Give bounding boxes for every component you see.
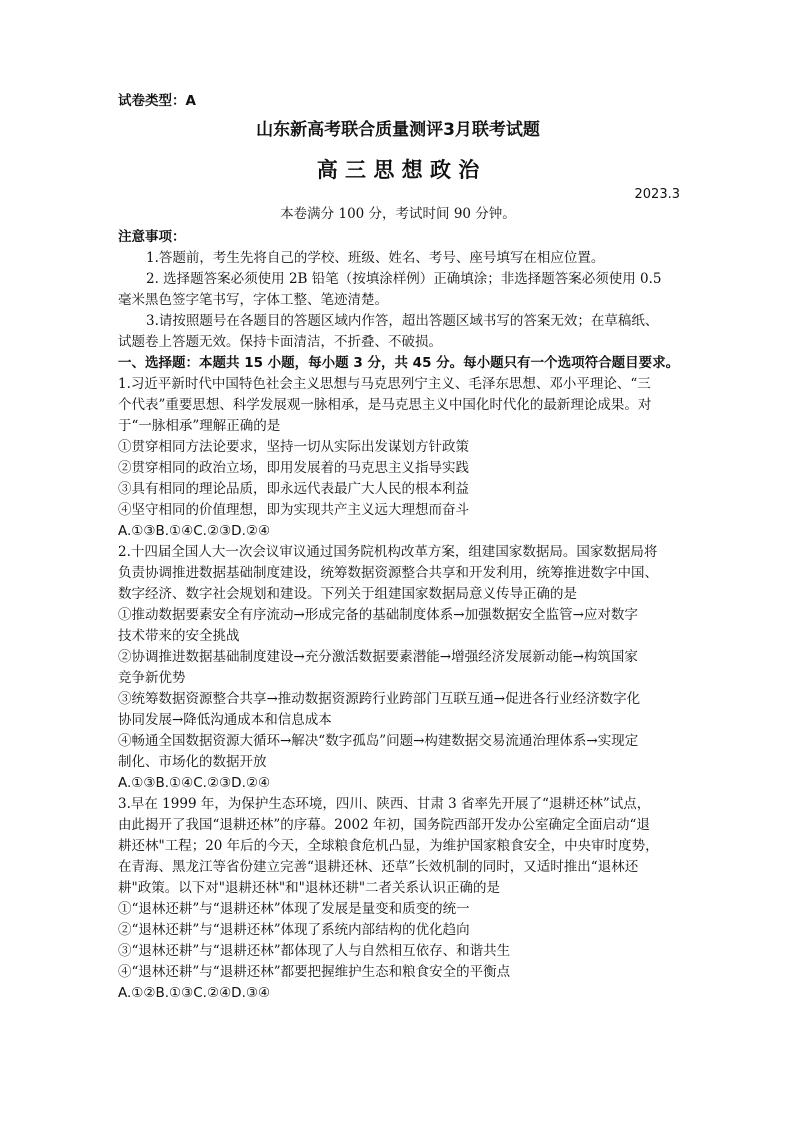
question-2-stem-line-3: 数字经济、数字社会规划和建设。下列关于组建国家数据局意义传导正确的是 <box>118 586 577 602</box>
exam-page <box>118 92 678 1004</box>
question-2-option-4-line-2: 制化、市场化的数据开放 <box>118 754 267 770</box>
question-2-option-2-line-1: ②协调推进数据基础制度建设→充分激活数据要素潜能→增强经济发展新动能→构筑国家 <box>118 649 638 665</box>
question-3 <box>118 794 678 1004</box>
question-1-stem-line-2: 个代表”重要思想、科学发展观一脉相承，是马克思主义中国化时代化的最新理论成果。对 <box>118 397 652 413</box>
question-1-option-2: ②贯穿相同的政治立场，即用发展着的马克思主义指导实践 <box>118 460 469 476</box>
question-1-stem-line-1: 1.习近平新时代中国特色社会主义思想与马克思列宁主义、毛泽东思想、邓小平理论、“三 <box>118 376 651 392</box>
question-1 <box>118 374 678 542</box>
question-3-stem-line-3: 耕还林"工程；20 年后的今天，全球粮食危机凸显，为维护国家粮食安全，中央审时度势， <box>118 838 659 854</box>
question-2-option-2-line-2: 竞争新优势 <box>118 670 186 686</box>
question-1-stem-line-3: 于“一脉相承”理解正确的是 <box>118 418 281 434</box>
question-3-option-2: ②“退林还耕”与“退耕还林”体现了系统内部结构的优化趋向 <box>118 922 470 938</box>
question-3-stem-line-4: 在青海、黑龙江等省份建立完善“退耕还林、还草”长效机制的同时，又适时推出“退林还 <box>118 859 639 875</box>
question-2-option-1-line-1: ①推动数据要素安全有序流动→形成完备的基础制度体系→加强数据安全监管→应对数字 <box>118 607 638 623</box>
question-3-stem-line-1: 3.早在 1999 年，为保护生态环境，四川、陕西、甘肃 3 省率先开展了“退耕还林”试点， <box>118 796 651 812</box>
notice-item-2-line-2: 毫米黑色签字笔书写，字体工整、笔迹清楚。 <box>118 292 388 308</box>
question-1-option-4: ④坚守相同的价值理想，即为实现共产主义远大理想而奋斗 <box>118 502 469 518</box>
question-1-answer-choices: A.①③B.①④C.②③D.②④ <box>118 523 271 539</box>
question-2-answer-choices: A.①③B.①④C.②③D.②④ <box>118 775 271 791</box>
question-3-option-1: ①“退林还耕”与“退耕还林”体现了发展是量变和质变的统一 <box>118 901 470 917</box>
section-1-heading: 一、选择题：本题共 15 小题，每小题 3 分，共 45 分。每小题只有一个选项符合题目要求。 <box>118 355 680 371</box>
subject-title: 高 三 思 想 政 治 <box>316 158 480 182</box>
question-2-stem-line-2: 负责协调推进数据基础制度建设，统筹数据资源整合共享和开发利用，统筹推进数字中国、 <box>118 565 658 581</box>
question-1-option-3: ③具有相同的理论品质，即永远代表最广大人民的根本利益 <box>118 481 469 497</box>
notice-item-3-line-1: 3.请按照题号在各题目的答题区域内作答，超出答题区域书写的答案无效；在草稿纸、 <box>146 313 659 329</box>
score-note: 本卷满分 100 分，考试时间 90 分钟。 <box>280 206 516 222</box>
exam-type-label: 试卷类型：A <box>118 93 196 109</box>
question-3-option-3: ③“退林还耕”与“退耕还林”都体现了人与自然相互依存、和谐共生 <box>118 943 511 959</box>
question-3-answer-choices: A.①②B.①③C.②④D.③④ <box>118 985 271 1001</box>
question-2-option-4-line-1: ④畅通全国数据资源大循环→解决“数字孤岛”问题→构建数据交易流通治理体系→实现定 <box>118 733 639 749</box>
question-3-stem-line-2: 由此揭开了我国“退耕还林”的序幕。2002 年初，国务院西部开发办公室确定全面启动“退 <box>118 817 650 833</box>
exam-title: 山东新高考联合质量测评3月联考试题 <box>256 120 540 140</box>
exam-date: 2023.3 <box>634 187 680 202</box>
notice-item-1: 1.答题前，考生先将自己的学校、班级、姓名、考号、座号填写在相应位置。 <box>146 250 605 266</box>
question-3-stem-line-5: 耕"政策。以下对"退耕还林"和"退林还耕"二者关系认识正确的是 <box>118 880 501 896</box>
question-2 <box>118 542 678 794</box>
question-1-option-1: ①贯穿相同方法论要求，坚持一切从实际出发谋划方针政策 <box>118 439 469 455</box>
notice-heading: 注意事项： <box>118 229 186 245</box>
notice-item-3-line-2: 试题卷上答题无效。保持卡面清洁，不折叠、不破损。 <box>118 334 442 350</box>
question-3-option-4: ④“退林还耕”与“退耕还林”都要把握维护生态和粮食安全的平衡点 <box>118 964 511 980</box>
question-2-option-3-line-1: ③统筹数据资源整合共享→推动数据资源跨行业跨部门互联互通→促进各行业经济数字化 <box>118 691 641 707</box>
notice-item-2-line-1: 2. 选择题答案必须使用 2B 铅笔（按填涂样例）正确填涂；非选择题答案必须使用 0.5 <box>146 271 662 287</box>
question-2-stem-line-1: 2.十四届全国人大一次会议审议通过国务院机构改革方案，组建国家数据局。国家数据局将 <box>118 544 658 560</box>
question-2-option-3-line-2: 协同发展→降低沟通成本和信息成本 <box>118 712 332 728</box>
question-2-option-1-line-2: 技术带来的安全挑战 <box>118 628 240 644</box>
